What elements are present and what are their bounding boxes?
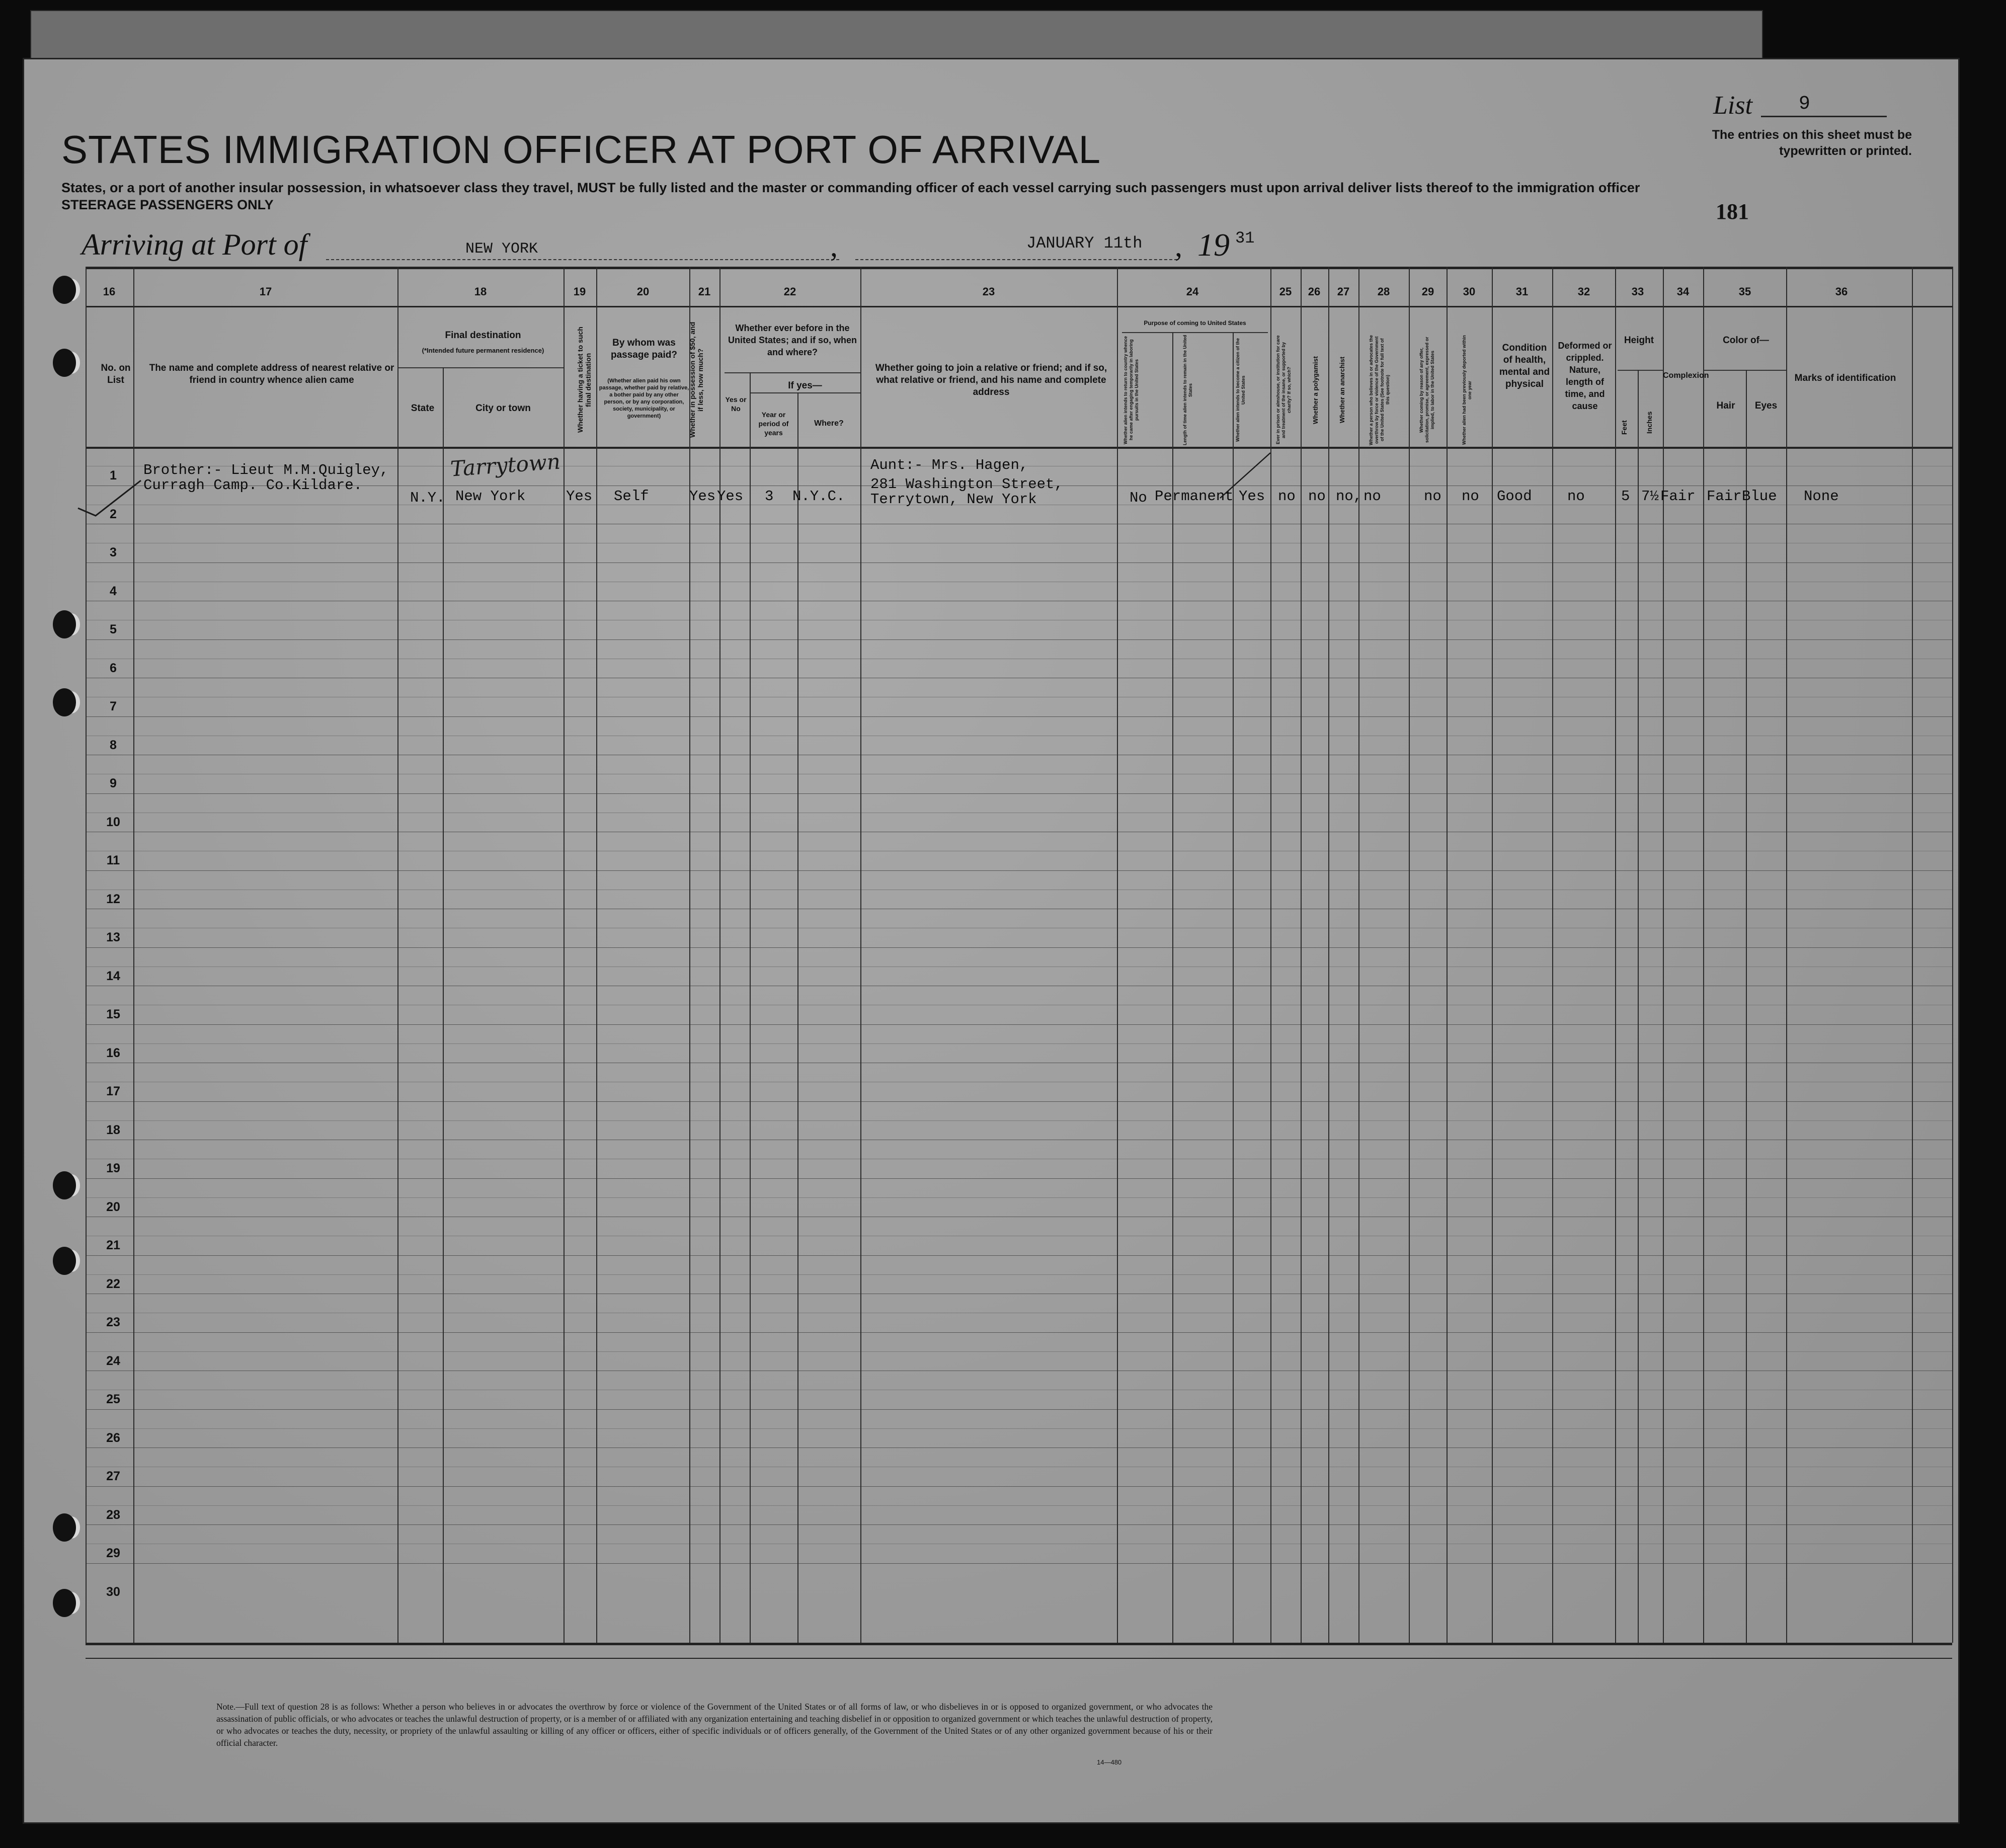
entry-hair: Fair xyxy=(1707,488,1742,505)
page-title: STATES IMMIGRATION OFFICER AT PORT OF ARRIVAL xyxy=(61,127,1101,172)
row-number: 2 xyxy=(110,507,117,521)
header-subrule xyxy=(725,372,860,373)
column-number: 18 xyxy=(474,285,487,298)
column-rule xyxy=(719,267,720,1643)
header-where: Where? xyxy=(814,419,844,428)
entry-health: Good xyxy=(1497,488,1532,505)
entry-purpose-citizen: Yes xyxy=(1239,488,1265,505)
handwritten-city: Tarrytown xyxy=(449,449,561,481)
row-rule xyxy=(86,1101,1952,1102)
row-subrule xyxy=(86,1197,1952,1198)
column-rule xyxy=(86,267,87,1643)
header-subrule xyxy=(1618,370,1663,371)
table-rule xyxy=(86,447,1952,449)
stamp-number: 181 xyxy=(1716,199,1749,224)
header-polygamist: Whether a polygamist xyxy=(1312,356,1319,424)
column-number: 36 xyxy=(1835,285,1848,298)
punch-hole xyxy=(53,1589,76,1617)
header-final-destination-note: (*Intended future permanent residence) xyxy=(422,347,544,354)
row-number: 15 xyxy=(106,1007,120,1021)
row-number: 28 xyxy=(106,1508,120,1522)
entry-marks: None xyxy=(1804,488,1839,505)
header-subrule xyxy=(397,367,564,368)
column-rule xyxy=(1492,267,1493,1643)
header-anarchist: Whether an anarchist xyxy=(1338,356,1346,424)
column-rule xyxy=(1328,267,1329,1643)
entry-q29: no xyxy=(1424,488,1441,505)
column-rule xyxy=(689,267,690,1643)
row-subrule xyxy=(86,1505,1952,1506)
header-hair: Hair xyxy=(1716,400,1735,411)
row-subrule xyxy=(86,1428,1952,1429)
date-value: JANUARY 11th xyxy=(1026,234,1143,253)
header-no-on-list: No. on List xyxy=(101,363,131,385)
column-number: 30 xyxy=(1463,285,1476,298)
entry-state: N.Y. xyxy=(410,490,445,506)
comma: , xyxy=(830,229,838,263)
column-rule xyxy=(1663,267,1664,1643)
punch-hole xyxy=(53,1247,76,1275)
table-rule xyxy=(86,1658,1952,1659)
column-rule xyxy=(1703,267,1704,1643)
column-rule xyxy=(133,267,134,1643)
row-number: 6 xyxy=(110,661,117,675)
header-color-of: Color of— xyxy=(1723,335,1769,346)
row-number: 14 xyxy=(106,969,120,983)
column-number: 21 xyxy=(698,285,711,298)
entry-deformed: no xyxy=(1567,488,1585,505)
punch-hole xyxy=(53,688,76,716)
date-underline xyxy=(855,259,1177,260)
table-rule xyxy=(86,1643,1952,1645)
entry-joining-line1: Aunt:- Mrs. Hagen, xyxy=(870,457,1028,473)
column-number: 35 xyxy=(1738,285,1751,298)
year-value: 31 xyxy=(1235,229,1255,248)
row-rule xyxy=(86,793,1952,794)
entry-prison: no xyxy=(1278,488,1296,505)
row-number: 5 xyxy=(110,622,117,636)
row-subrule xyxy=(86,1351,1952,1352)
row-rule xyxy=(86,1563,1952,1564)
port-underline xyxy=(326,259,839,260)
entry-complexion: Fair xyxy=(1660,488,1696,505)
header-money: Whether in possession of $50, and if less, how much? xyxy=(688,322,704,438)
punch-hole xyxy=(53,1171,76,1199)
column-rule xyxy=(1952,267,1953,1643)
column-rule xyxy=(443,367,444,1643)
column-rule xyxy=(860,267,861,1643)
row-rule xyxy=(86,947,1952,948)
column-rule xyxy=(1615,267,1616,1643)
column-number: 19 xyxy=(573,285,586,298)
punch-hole xyxy=(53,276,76,304)
header-q30: Whether alien had been previously deported within one year xyxy=(1462,335,1472,445)
entry-passage-paid: Self xyxy=(614,488,649,505)
entry-purpose-length: Permanent xyxy=(1155,488,1234,505)
header-health: Condition of health, mental and physical xyxy=(1499,343,1550,389)
header-height: Height xyxy=(1624,335,1654,346)
header-feet: Feet xyxy=(1620,420,1628,435)
entry-joining-line3: Terrytown, New York xyxy=(870,491,1037,508)
header-purpose-return: Whether alien intends to return to country whence he came after engaging temporarily in laboring pursuits in the United States xyxy=(1123,336,1139,444)
entry-purpose-return: No xyxy=(1130,490,1147,506)
row-subrule xyxy=(86,1274,1952,1275)
header-purpose-citizen: Whether alien intends to become a citizen of the United States xyxy=(1235,338,1246,442)
column-rule xyxy=(1638,370,1639,1643)
row-number: 1 xyxy=(110,468,117,483)
column-number: 28 xyxy=(1377,285,1390,298)
column-rule xyxy=(1358,267,1359,1643)
row-rule xyxy=(86,1178,1952,1179)
row-rule xyxy=(86,639,1952,640)
column-rule xyxy=(1552,267,1553,1643)
header-state: State xyxy=(411,403,435,414)
entry-inches: 7½ xyxy=(1641,488,1659,505)
row-number: 7 xyxy=(110,699,117,713)
column-number: 24 xyxy=(1186,285,1199,298)
row-rule xyxy=(86,1486,1952,1487)
row-number: 17 xyxy=(106,1084,120,1098)
row-number: 27 xyxy=(106,1469,120,1483)
column-rule xyxy=(596,267,597,1643)
header-joining: Whether going to join a relative or friend; and if so, what relative or friend, and his name and complete address xyxy=(875,363,1107,397)
header-before: Whether ever before in the United States; and if so, when and where? xyxy=(728,323,857,357)
column-number: 16 xyxy=(103,285,116,298)
column-number: 20 xyxy=(636,285,650,298)
class-line: STEERAGE PASSENGERS ONLY xyxy=(61,197,274,212)
row-rule xyxy=(86,1524,1952,1525)
row-rule xyxy=(86,1024,1952,1025)
header-q29: Whether coming by reason of any offer, solicitation, promise, or agreement, expressed or implied, to labor in the United States xyxy=(1419,337,1435,443)
row-number: 23 xyxy=(106,1315,120,1329)
header-final-destination: Final destination xyxy=(445,330,521,341)
year-prefix: 19 xyxy=(1197,227,1230,263)
header-q28: Whether a person who believes in or advocates the overthrow by force or violence of the Government of the United States (See footnote for full text of this question) xyxy=(1369,335,1390,445)
column-number: 25 xyxy=(1279,285,1292,298)
entry-relative-line1: Brother:- Lieut M.M.Quigley, xyxy=(143,462,389,478)
row-rule xyxy=(86,716,1952,717)
header-yes-no: Yes or No xyxy=(725,395,747,413)
row-number: 13 xyxy=(106,930,120,944)
table-rule xyxy=(86,267,1952,269)
header-inches: Inches xyxy=(1645,411,1653,434)
column-number: 32 xyxy=(1577,285,1590,298)
column-rule xyxy=(564,267,565,1643)
row-number: 9 xyxy=(110,776,117,790)
column-number: 31 xyxy=(1515,285,1529,298)
footnote: Note.—Full text of question 28 is as follows: Whether a person who believes in or advocates the overthrow by force or violence of the Government of the United States or of all forms of law, or who disbelieves in or is opposed to organized government, or who advocates the assassination of public officials, or who advocates or teaches the unlawful destruction of property, or is a member of or affiliated with any organization entertaining and teaching disbelief in or opposition to organized government or which teaches the unlawful destruction of property, or who advocates or teaches the duty, necessity, or propriety of the unlawful assaulting or killing of any officer or officers, either of specific individuals or of officers generally, of the Government of the United States or of any other organized government because of his or their official character. xyxy=(216,1702,1213,1748)
entry-ticket: Yes xyxy=(566,488,593,505)
column-number: 22 xyxy=(783,285,796,298)
header-purpose-length: Length of time alien intends to remain in the United States xyxy=(1182,335,1193,445)
row-rule xyxy=(86,1409,1952,1410)
entry-relative-line2: Curragh Camp. Co.Kildare. xyxy=(143,477,363,494)
column-rule xyxy=(1786,267,1787,1643)
header-subrule xyxy=(750,392,860,393)
column-number: 34 xyxy=(1676,285,1690,298)
header-marks: Marks of identification xyxy=(1794,373,1896,383)
check-mark-icon xyxy=(75,478,146,518)
row-number: 3 xyxy=(110,545,117,559)
header-relative: The name and complete address of nearest relative or friend in country whence alien came xyxy=(149,363,394,385)
header-purpose: Purpose of coming to United States xyxy=(1144,319,1246,327)
column-rule xyxy=(1447,267,1448,1643)
punch-hole xyxy=(53,1513,76,1542)
column-rule xyxy=(1409,267,1410,1643)
row-number: 21 xyxy=(106,1238,120,1252)
column-number: 26 xyxy=(1308,285,1321,298)
list-label: List xyxy=(1713,91,1753,120)
row-number: 8 xyxy=(110,738,117,752)
table-rule xyxy=(86,306,1952,307)
row-number: 25 xyxy=(106,1392,120,1406)
subtitle: States, or a port of another insular possession, in whatsoever class they travel, MUST be fully listed and the master or commanding officer of each vessel carrying such passengers must upon arrival deliver lists thereof to the immigration officer xyxy=(61,180,1640,195)
row-number: 18 xyxy=(106,1123,120,1137)
column-rule xyxy=(1172,332,1173,1643)
row-subrule xyxy=(86,1120,1952,1121)
entry-before-yes-no: Yes xyxy=(717,488,744,505)
row-number: 11 xyxy=(106,853,120,867)
header-city: City or town xyxy=(475,403,531,414)
entry-feet: 5 xyxy=(1621,488,1630,505)
row-rule xyxy=(86,1332,1952,1333)
row-number: 20 xyxy=(106,1200,120,1214)
entry-city: New York xyxy=(455,488,526,505)
header-passage: By whom was passage paid? xyxy=(611,338,677,360)
column-rule xyxy=(1233,332,1234,1643)
row-number: 16 xyxy=(106,1046,120,1060)
entry-anarchist: no, xyxy=(1336,488,1362,505)
row-number: 26 xyxy=(106,1431,120,1445)
punch-hole xyxy=(53,610,76,638)
row-number: 29 xyxy=(106,1546,120,1560)
entry-eyes: Blue xyxy=(1742,488,1777,505)
row-number: 24 xyxy=(106,1354,120,1368)
column-rule xyxy=(1301,267,1302,1643)
comma: , xyxy=(1175,229,1182,263)
column-rule xyxy=(1117,267,1118,1643)
column-rule xyxy=(797,392,798,1643)
row-number: 10 xyxy=(106,815,120,829)
form-number: 14—480 xyxy=(1097,1758,1122,1766)
row-number: 12 xyxy=(106,892,120,906)
port-value: NEW YORK xyxy=(465,240,538,258)
entry-before-years: 3 xyxy=(765,488,774,505)
row-number: 4 xyxy=(110,584,117,598)
header-if-yes: If yes— xyxy=(788,380,822,391)
strike-line xyxy=(1218,450,1273,501)
column-number: 29 xyxy=(1421,285,1434,298)
column-number: 33 xyxy=(1631,285,1644,298)
entry-money: Yes xyxy=(689,488,716,505)
header-eyes: Eyes xyxy=(1754,400,1778,411)
entry-q30: no xyxy=(1462,488,1479,505)
column-rule xyxy=(397,267,398,1643)
row-rule xyxy=(86,870,1952,871)
row-number: 30 xyxy=(106,1585,120,1599)
column-rule xyxy=(750,372,751,1643)
entry-before-where: N.Y.C. xyxy=(792,488,845,505)
header-deformed: Deformed or crippled. Nature, length of time, and cause xyxy=(1558,341,1612,411)
column-number: 27 xyxy=(1337,285,1350,298)
row-subrule xyxy=(86,1043,1952,1044)
header-subrule xyxy=(1703,370,1786,371)
column-rule xyxy=(1912,267,1913,1643)
header-complexion: Complexion xyxy=(1663,371,1709,380)
entries-note: The entries on this sheet must be typewritten or printed. xyxy=(1712,128,1912,158)
column-number: 23 xyxy=(982,285,995,298)
header-subrule xyxy=(1122,332,1268,333)
column-rule xyxy=(1746,370,1747,1643)
row-number: 19 xyxy=(106,1161,120,1175)
list-number: 9 xyxy=(1799,93,1810,115)
column-number: 17 xyxy=(259,285,272,298)
header-year-period: Year or period of years xyxy=(758,411,789,437)
entry-polygamist: no xyxy=(1308,488,1326,505)
header-prison: Ever in prison or almshouse, or institution for care and treatment of the insane, or supported by charity? If so, which? xyxy=(1275,335,1292,445)
punch-hole xyxy=(53,349,76,377)
header-ticket: Whether having a ticket to such final destination xyxy=(576,327,592,433)
list-underline xyxy=(1761,116,1887,117)
arriving-label: Arriving at Port of xyxy=(82,228,307,261)
entry-joining-line2: 281 Washington Street, xyxy=(870,476,1063,493)
row-number: 22 xyxy=(106,1277,120,1291)
row-rule xyxy=(86,1255,1952,1256)
entry-q28: no xyxy=(1363,488,1381,505)
header-passage-note: (Whether alien paid his own passage, whether paid by relative, a bother paid by any other person, or by any corporation, society, municipality, or government) xyxy=(599,378,689,419)
manifest-sheet xyxy=(23,58,1960,1824)
